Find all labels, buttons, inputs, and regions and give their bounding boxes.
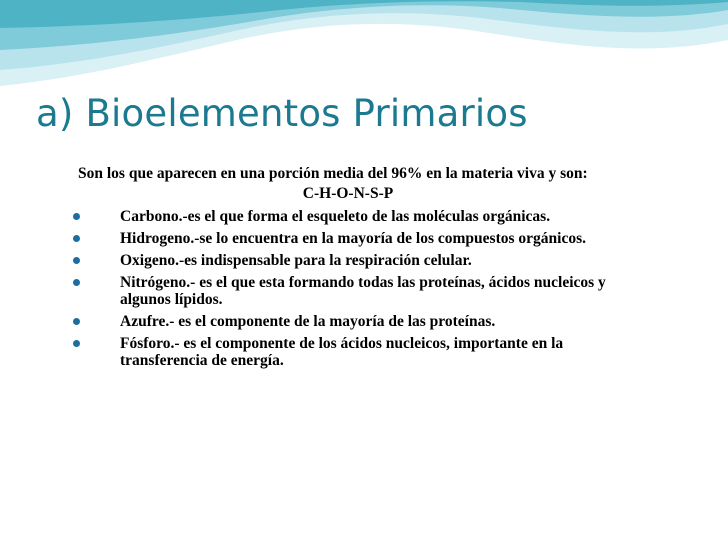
bullet-dot-icon (73, 257, 80, 264)
list-item-text: Oxigeno.-es indispensable para la respiración celular. (120, 252, 472, 269)
bullet-dot-icon (73, 340, 80, 347)
bullet-list (78, 208, 618, 369)
list-item-text: Fósforo.- es el componente de los ácidos nucleicos, importante en la transferencia de energía. (120, 335, 564, 369)
bullet-dot-icon (73, 235, 80, 242)
slide-body (78, 165, 618, 374)
element-formula: C-H-O-N-S-P (302, 185, 394, 202)
list-item-text: Carbono.-es el que forma el esqueleto de las moléculas orgánicas. (120, 208, 551, 225)
slide-title: a) Bioelementos Primarios (36, 92, 528, 135)
bullet-dot-icon (73, 213, 80, 220)
header-wave-decoration (0, 0, 728, 90)
list-item (78, 230, 618, 247)
list-item (78, 313, 618, 330)
list-item (78, 208, 618, 225)
list-item-text: Hidrogeno.-se lo encuentra en la mayoría de los compuestos orgánicos. (120, 230, 586, 247)
list-item-text: Azufre.- es el componente de la mayoría de las proteínas. (120, 313, 496, 330)
bullet-dot-icon (73, 279, 80, 286)
intro-paragraph: Son los que aparecen en una porción media del 96% en la materia viva y son: (78, 165, 588, 182)
list-item (78, 252, 618, 269)
list-item (78, 335, 618, 369)
bullet-dot-icon (73, 318, 80, 325)
list-item-text: Nitrógeno.- es el que esta formando todas las proteínas, ácidos nucleicos y algunos lípidos. (120, 274, 606, 308)
list-item (78, 274, 618, 308)
